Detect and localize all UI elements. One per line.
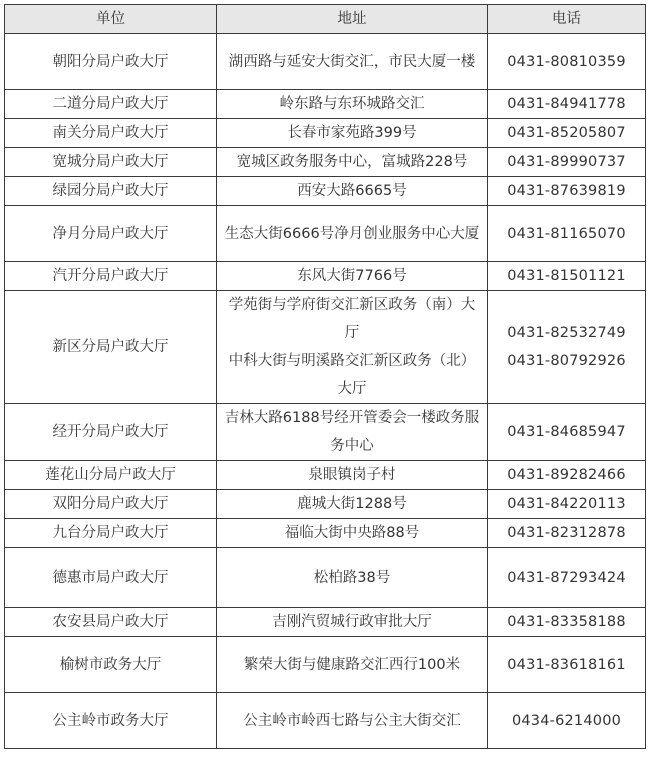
phone-number: 0431-87293424 [507,569,626,586]
address-line: 生态大街6666号净月创业服务中心大厦 [224,225,480,242]
address-cell [217,608,488,637]
address-cell [217,404,488,461]
address-cell [217,177,488,206]
address-cell [217,637,488,693]
address-line: 长春市家苑路399号 [287,125,417,141]
table-row [5,490,646,519]
table-row [5,90,646,119]
header-phone: 电话 [488,5,646,34]
table-header-row [5,5,646,34]
unit-cell: 绿园分局户政大厅 [5,177,217,206]
unit-cell: 榆树市政务大厅 [5,637,217,693]
address-line: 繁荣大街与健康路交汇西行100米 [243,656,461,673]
address-line: 公主岭市岭西七路与公主大街交汇 [243,712,461,729]
address-line: 鹿城大街1288号 [297,496,407,512]
header-address: 地址 [217,5,488,34]
address-line: 湖西路与延安大街交汇，市民大厦一楼 [228,53,476,70]
phone-cell [488,693,646,749]
address-line: 福临大街中央路88号 [284,525,420,541]
address-line: 东风大街7766号 [297,268,407,284]
phone-cell [488,206,646,262]
address-cell [217,490,488,519]
address-line: 西安大路6665号 [297,183,407,199]
phone-number: 0431-82312878 [507,525,626,541]
table-row [5,291,646,404]
unit-cell: 九台分局户政大厅 [5,519,217,548]
table-row [5,608,646,637]
unit-cell: 汽开分局户政大厅 [5,262,217,291]
address-cell [217,119,488,148]
table-row [5,34,646,90]
phone-number: 0431-83358188 [507,614,626,630]
phone-number: 0431-80810359 [507,53,626,70]
unit-cell: 公主岭市政务大厅 [5,693,217,749]
address-line: 泉眼镇岗子村 [308,467,396,483]
address-line: 岭东路与东环城路交汇 [279,96,425,112]
phone-number: 0431-83618161 [507,656,626,673]
table-body [5,34,646,749]
address-cell [217,291,488,404]
phone-number: 0431-81501121 [507,268,626,284]
table-row [5,548,646,608]
address-line: 中科大街与明溪路交汇新区政务（北）大厅 [228,353,476,397]
table-row [5,262,646,291]
table-row [5,177,646,206]
unit-cell: 双阳分局户政大厅 [5,490,217,519]
address-cell [217,693,488,749]
table-row [5,119,646,148]
phone-cell [488,519,646,548]
unit-cell: 农安县局户政大厅 [5,608,217,637]
phone-cell [488,291,646,404]
table-row [5,637,646,693]
phone-cell [488,637,646,693]
phone-number: 0431-85205807 [507,125,626,141]
address-cell [217,548,488,608]
phone-number: 0431-89990737 [507,154,626,170]
address-line: 吉林大路6188号经开管委会一楼政务服务中心 [224,410,480,454]
unit-cell: 二道分局户政大厅 [5,90,217,119]
phone-cell [488,119,646,148]
phone-number: 0431-81165070 [507,225,626,242]
table-row [5,404,646,461]
phone-cell [488,490,646,519]
unit-cell: 新区分局户政大厅 [5,291,217,404]
header-unit: 单位 [5,5,217,34]
address-cell [217,262,488,291]
phone-number: 0431-80792926 [507,353,626,369]
phone-number: 0431-84941778 [507,96,626,112]
address-cell [217,148,488,177]
phone-cell [488,90,646,119]
phone-number: 0434-6214000 [511,712,622,729]
address-cell [217,519,488,548]
unit-cell: 净月分局户政大厅 [5,206,217,262]
phone-number: 0431-89282466 [507,467,626,483]
unit-cell: 经开分局户政大厅 [5,404,217,461]
address-line: 吉刚汽贸城行政审批大厅 [272,614,432,630]
address-line: 松柏路38号 [313,569,391,586]
address-cell [217,461,488,490]
unit-cell: 宽城分局户政大厅 [5,148,217,177]
phone-number: 0431-84685947 [507,424,626,440]
phone-number: 0431-87639819 [507,183,626,199]
unit-cell: 莲花山分局户政大厅 [5,461,217,490]
table-row [5,148,646,177]
phone-cell [488,548,646,608]
address-cell [217,34,488,90]
table-row [5,693,646,749]
address-cell [217,206,488,262]
unit-cell: 朝阳分局户政大厅 [5,34,217,90]
unit-cell: 德惠市局户政大厅 [5,548,217,608]
phone-cell [488,34,646,90]
phone-cell [488,177,646,206]
phone-cell [488,404,646,461]
phone-number: 0431-82532749 [507,325,626,341]
address-line: 学苑街与学府街交汇新区政务（南）大厅 [228,297,476,341]
address-cell [217,90,488,119]
address-line: 宽城区政务服务中心，富城路228号 [236,154,468,170]
phone-cell [488,262,646,291]
phone-cell [488,461,646,490]
phone-number: 0431-84220113 [507,496,626,512]
phone-cell [488,148,646,177]
unit-cell: 南关分局户政大厅 [5,119,217,148]
phone-cell [488,608,646,637]
office-directory-table [4,4,646,749]
table-row [5,206,646,262]
table-row [5,519,646,548]
table-row [5,461,646,490]
